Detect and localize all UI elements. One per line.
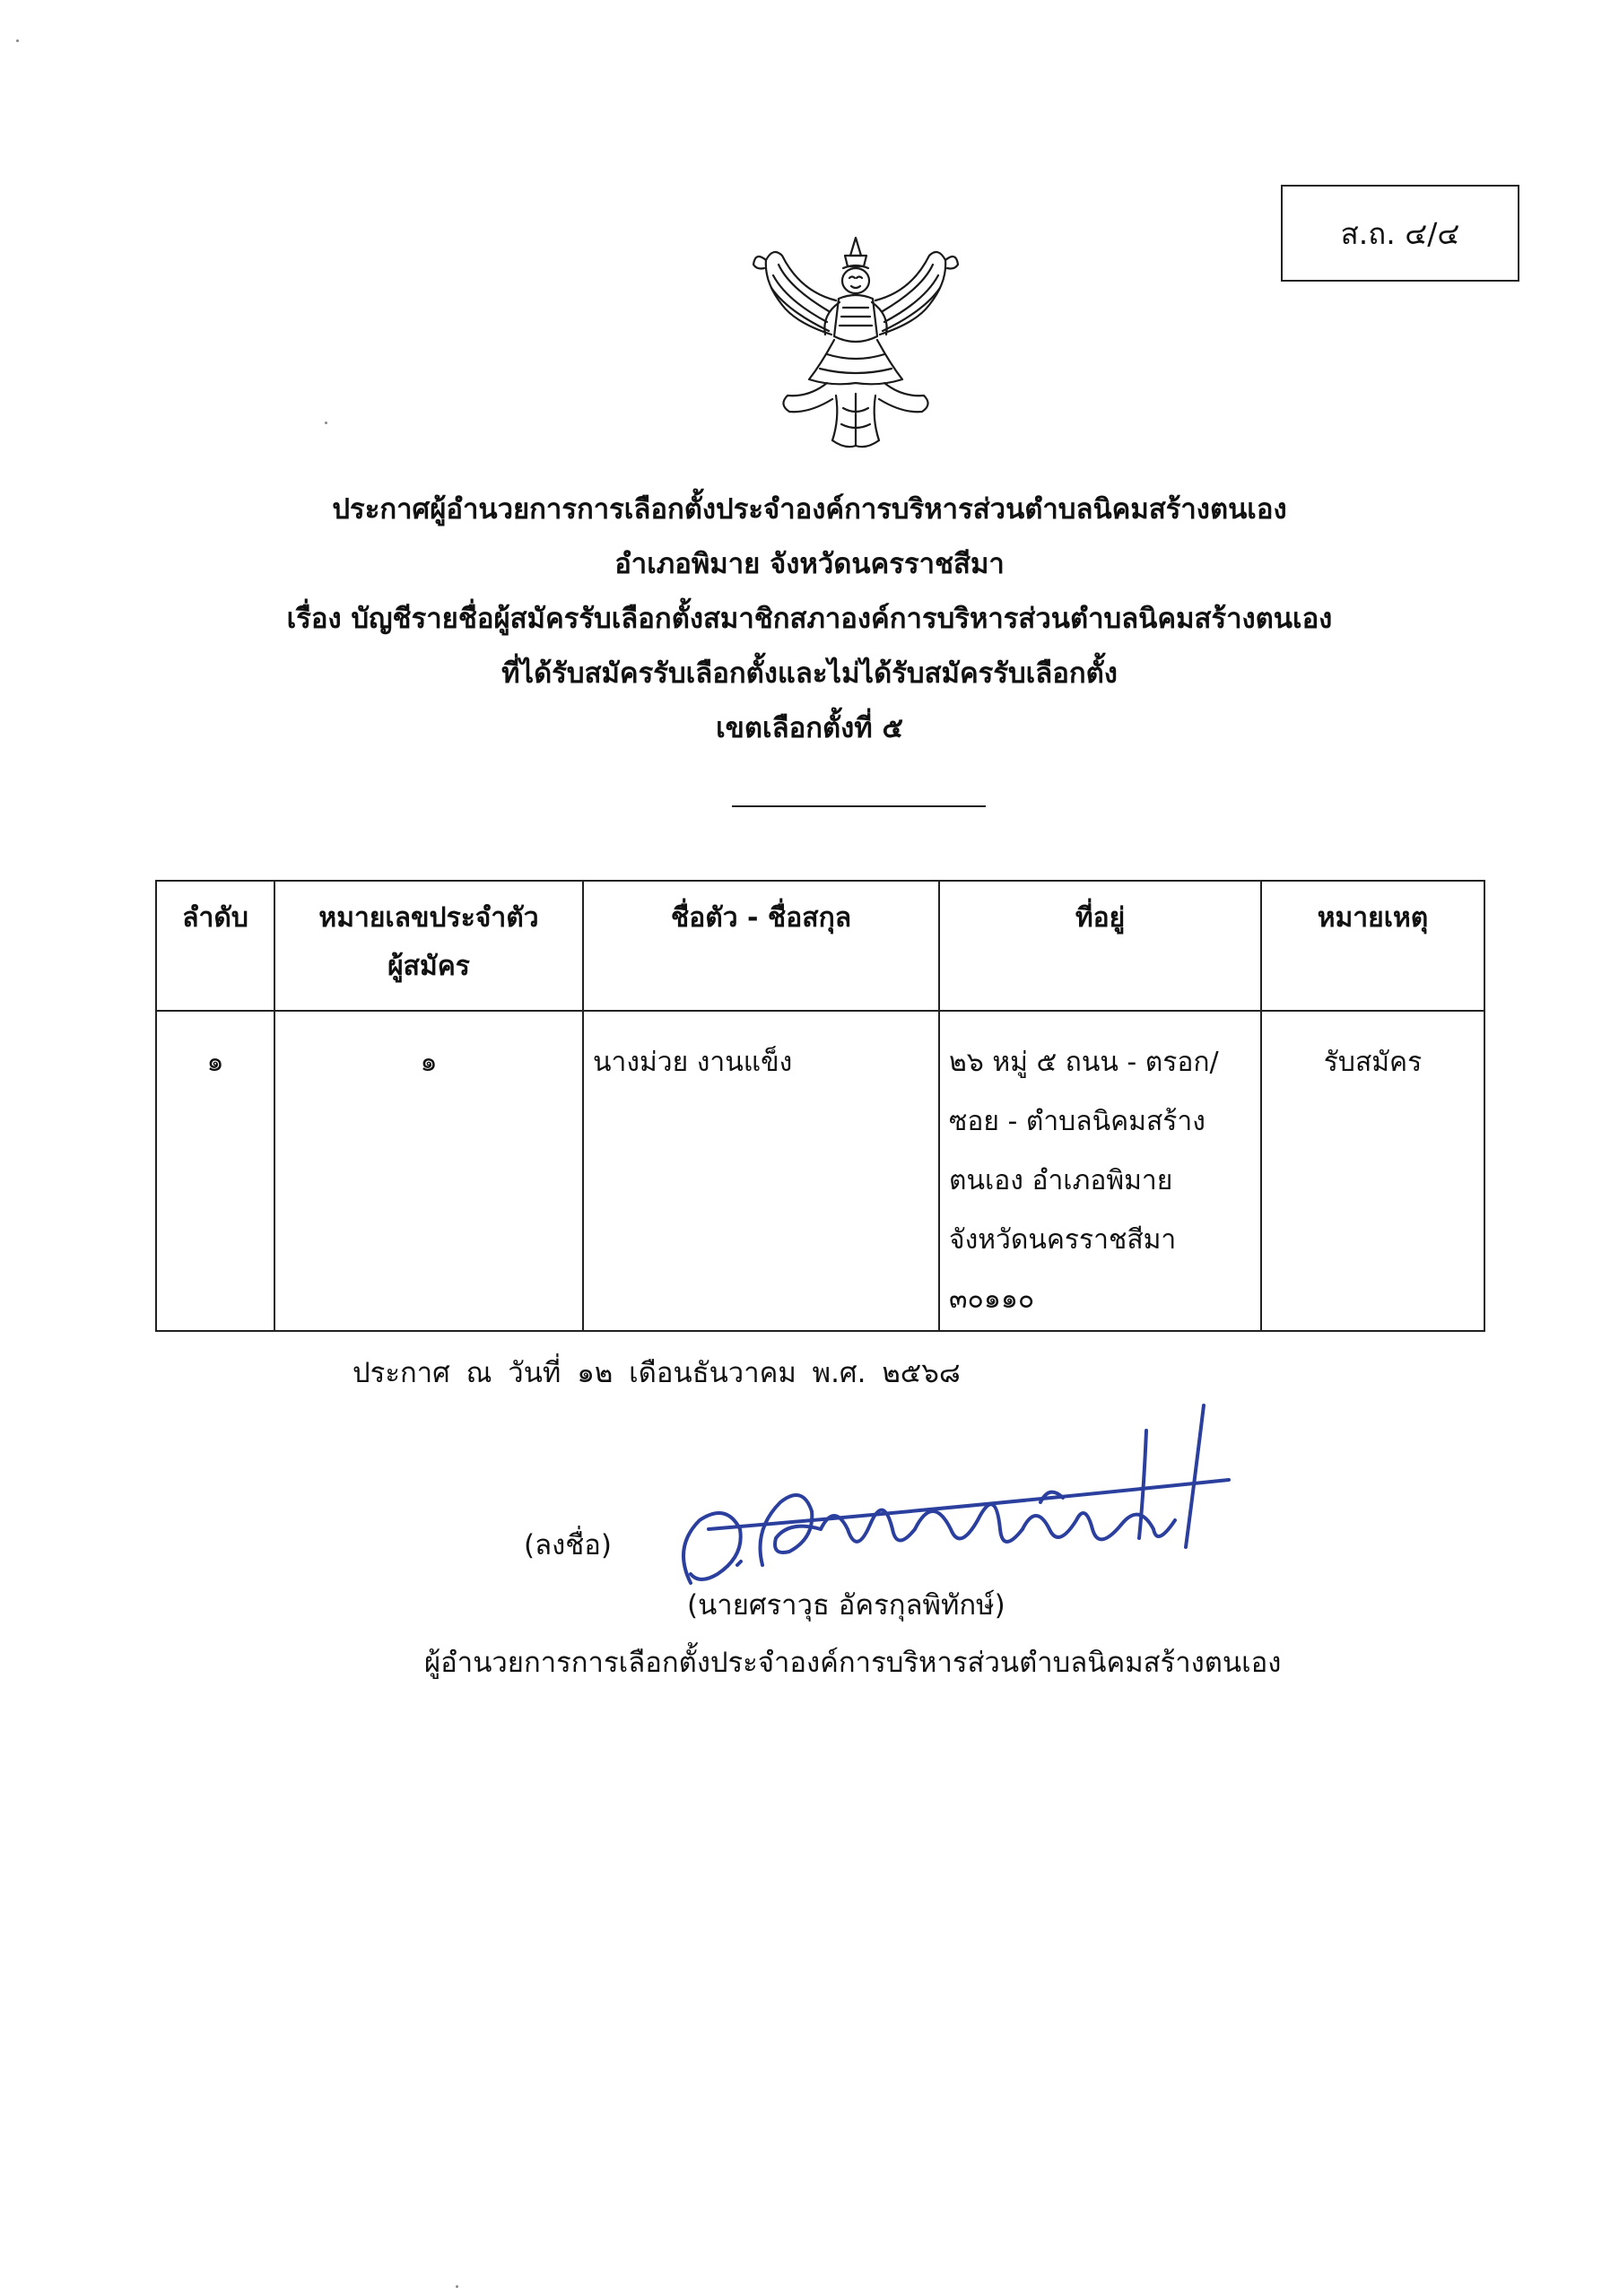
table-row	[156, 1011, 1484, 1331]
header-remark: หมายเหตุ	[1261, 881, 1484, 1011]
heading-line-2: อำเภอพิมาย จังหวัดนครราชสีมา	[614, 548, 1005, 580]
heading-line-4: ที่ได้รับสมัครรับเลือกตั้งและไม่ได้รับสมัครรับเลือกตั้ง	[501, 657, 1118, 690]
heading-line-5: เขตเลือกตั้งที่ ๕	[716, 712, 903, 744]
cell-remark: รับสมัคร	[1261, 1011, 1484, 1331]
address-line: ซอย - ตำบลนิคมสร้าง	[949, 1106, 1206, 1137]
handwritten-signature	[655, 1395, 1265, 1601]
scan-speck	[16, 39, 19, 42]
header-candidate-number	[274, 881, 583, 1011]
header-name: ชื่อตัว - ชื่อสกุล	[583, 881, 939, 1011]
header-order: ลำดับ	[156, 881, 274, 1011]
announcement-date: ประกาศ ณ วันที่ ๑๒ เดือนธันวาคม พ.ศ. ๒๕๖๘	[353, 1357, 961, 1389]
heading-line-3: เรื่อง บัญชีรายชื่อผู้สมัครรับเลือกตั้งสมาชิกสภาองค์การบริหารส่วนตำบลนิคมสร้างตนเอง	[286, 603, 1333, 635]
header-candidate-number-line-2: ผู้สมัคร	[387, 951, 470, 982]
scan-speck	[325, 422, 327, 424]
header-candidate-number-line-1: หมายเลขประจำตัว	[318, 902, 539, 934]
garuda-emblem-icon	[746, 229, 966, 453]
cell-address	[939, 1011, 1261, 1331]
address-line: ตนเอง อำเภอพิมาย	[949, 1165, 1173, 1196]
cell-candidate-number: ๑	[274, 1011, 583, 1331]
scan-speck	[456, 2285, 458, 2288]
candidate-table	[155, 880, 1485, 1332]
table-header-row	[156, 881, 1484, 1011]
signature-prefix: (ลงชื่อ)	[524, 1529, 612, 1561]
cell-name: นางม่วย งานแข็ง	[583, 1011, 939, 1331]
signer-name: (นายศราวุธ อัครกุลพิทักษ์)	[687, 1589, 1005, 1622]
heading-divider	[732, 805, 986, 807]
signer-title: ผู้อำนวยการการเลือกตั้งประจำองค์การบริหารส่วนตำบลนิคมสร้างตนเอง	[424, 1647, 1282, 1679]
cell-order: ๑	[156, 1011, 274, 1331]
address-line: ๓๐๑๑๐	[949, 1283, 1035, 1315]
form-code-box	[1281, 185, 1519, 282]
address-line: ๒๖ หมู่ ๕ ถนน - ตรอก/	[949, 1047, 1219, 1078]
address-line: จังหวัดนครราชสีมา	[949, 1224, 1177, 1256]
form-code: ส.ถ. ๔/๔	[1340, 215, 1460, 251]
announcement-heading	[179, 483, 1440, 756]
heading-line-1: ประกาศผู้อำนวยการการเลือกตั้งประจำองค์การบริหารส่วนตำบลนิคมสร้างตนเอง	[332, 493, 1287, 526]
header-address: ที่อยู่	[939, 881, 1261, 1011]
